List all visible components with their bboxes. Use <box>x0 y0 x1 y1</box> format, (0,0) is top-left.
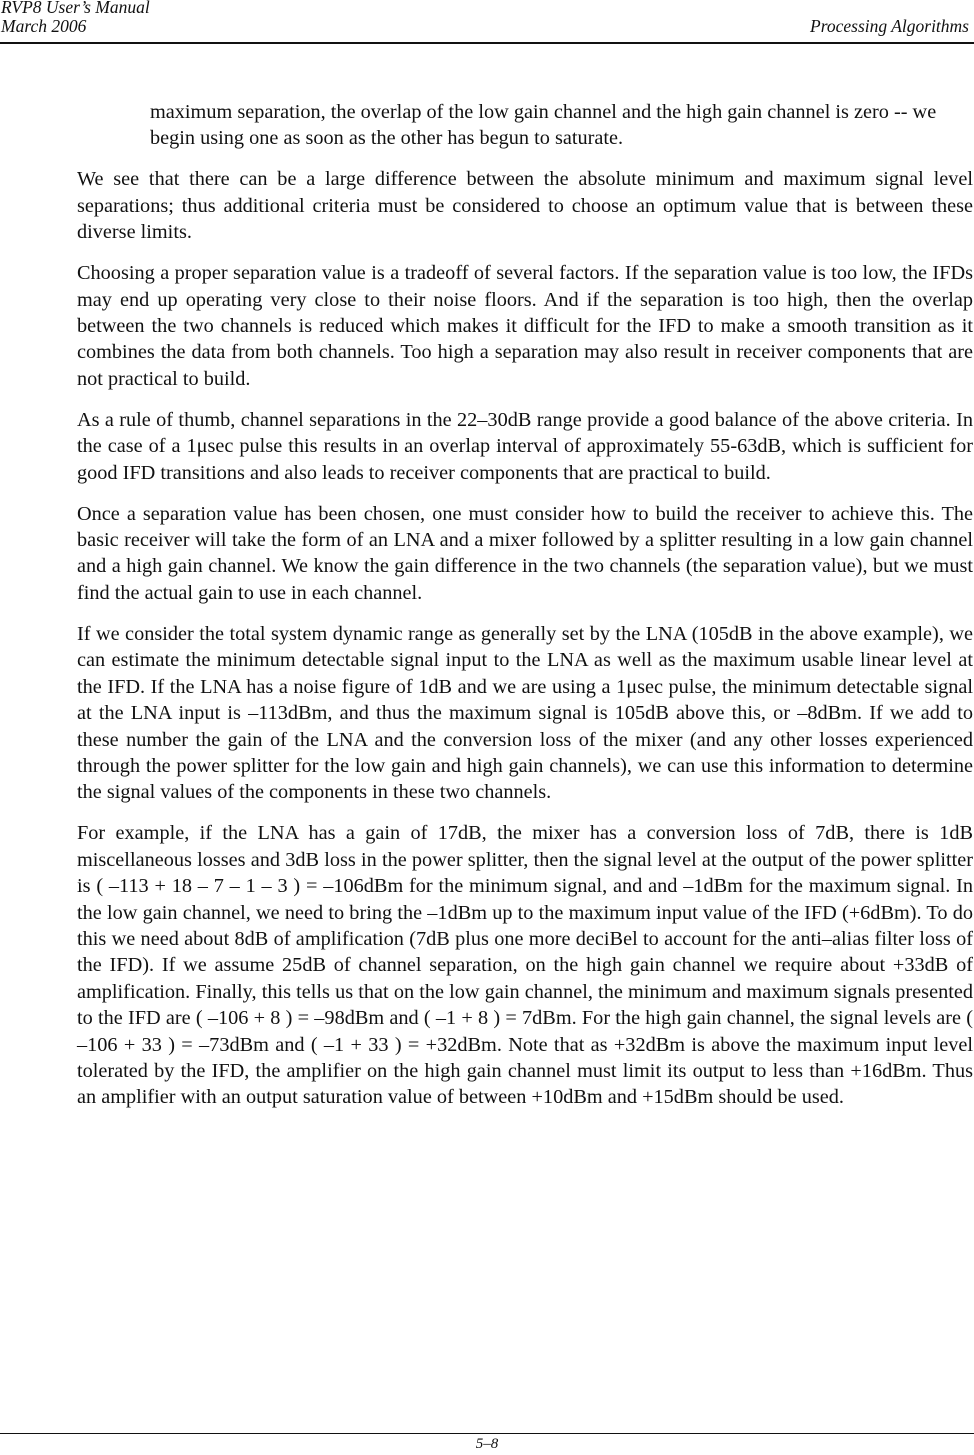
paragraph: For example, if the LNA has a gain of 17dB, the mixer has a conversion loss of 7dB, there is 1dB miscellaneous losses and 3dB loss in the power splitter, then the signal level at the output of the power splitter is ( –113 + 18 – 7 – 1 – 3 ) = –106dBm for the minimum signal, and and –1dBm for the maximum signal. In the low gain channel, we need to bring the –1dBm up to the maximum input value of the IFD (+6dBm). To do this we need about 8dB of amplification (7dB plus one more deciBel to account for the anti–alias filter loss of the IFD). If we assume 25dB of channel separation, on the high gain channel we require about +33dB of amplification. Finally, this tells us that on the low gain channel, the minimum and maximum signals presented to the IFD are ( –106 + 8 ) = –98dBm and ( –1 + 8 ) = 7dBm. For the high gain channel, the signal levels are ( –106 + 33 ) = –73dBm and ( –1 + 33 ) = +32dBm. Note that as +32dBm is above the maximum input level tolerated by the IFD, the amplifier on the high gain channel must limit its output to less than +16dBm. Thus an amplifier with an output saturation value of between +10dBm and +15dBm should be used. <box>77 822 973 1109</box>
paragraph-continuation: maximum separation, the overlap of the low gain channel and the high gain channel is zero -- we begin using one as soon as the other has begun to saturate. <box>150 101 937 150</box>
footer-divider <box>0 1433 974 1434</box>
body-text <box>77 99 973 1125</box>
paragraph: Choosing a proper separation value is a tradeoff of several factors. If the separation value is too low, the IFDs may end up operating very close to their noise floors. And if the separation is too high, then the overlap between the two channels is reduced which makes it difficult for the IFD to make a smooth transition as it combines the data from both channels. Too high a separation may also result in receiver components that are not practical to build. <box>77 262 973 390</box>
header-divider <box>0 42 974 44</box>
paragraph: Once a separation value has been chosen, one must consider how to build the receiver to achieve this. The basic receiver will take the form of an LNA and a mixer followed by a splitter resulting in a low gain channel and a high gain channel. We know the gain difference in the two channels (the separation value), but we must find the actual gain to use in each channel. <box>77 502 973 604</box>
paragraph: As a rule of thumb, channel separations in the 22–30dB range provide a good balance of the above criteria. In the case of a 1μsec pulse this results in an overlap interval of approximately 55-63dB, which is sufficient for good IFD transitions and also leads to receiver components that are practical to build. <box>77 408 973 484</box>
section-title: Processing Algorithms <box>810 16 969 36</box>
page-header <box>0 0 974 46</box>
page-number: 5–8 <box>475 1436 499 1452</box>
header-left <box>1 0 150 36</box>
manual-title: RVP8 User’s Manual <box>1 0 150 17</box>
paragraph: We see that there can be a large difference between the absolute minimum and maximum signal level separations; thus additional criteria must be considered to choose an optimum value that is between these diverse limits. <box>77 168 973 244</box>
manual-date: March 2006 <box>1 16 87 36</box>
paragraph: If we consider the total system dynamic range as generally set by the LNA (105dB in the above example), we can estimate the minimum detectable signal input to the LNA as well as the maximum usable linear level at the IFD. If the LNA has a noise figure of 1dB and we are using a 1μsec pulse, the minimum detectable signal at the LNA input is –113dBm, and thus the maximum signal is 105dB above this, or –8dBm. If we add to these number the gain of the LNA and the conversion loss of the mixer (and any other losses experienced through the power splitter for the low gain and high gain channels), we can use this information to determine the signal values of the components in these two channels. <box>77 622 973 804</box>
